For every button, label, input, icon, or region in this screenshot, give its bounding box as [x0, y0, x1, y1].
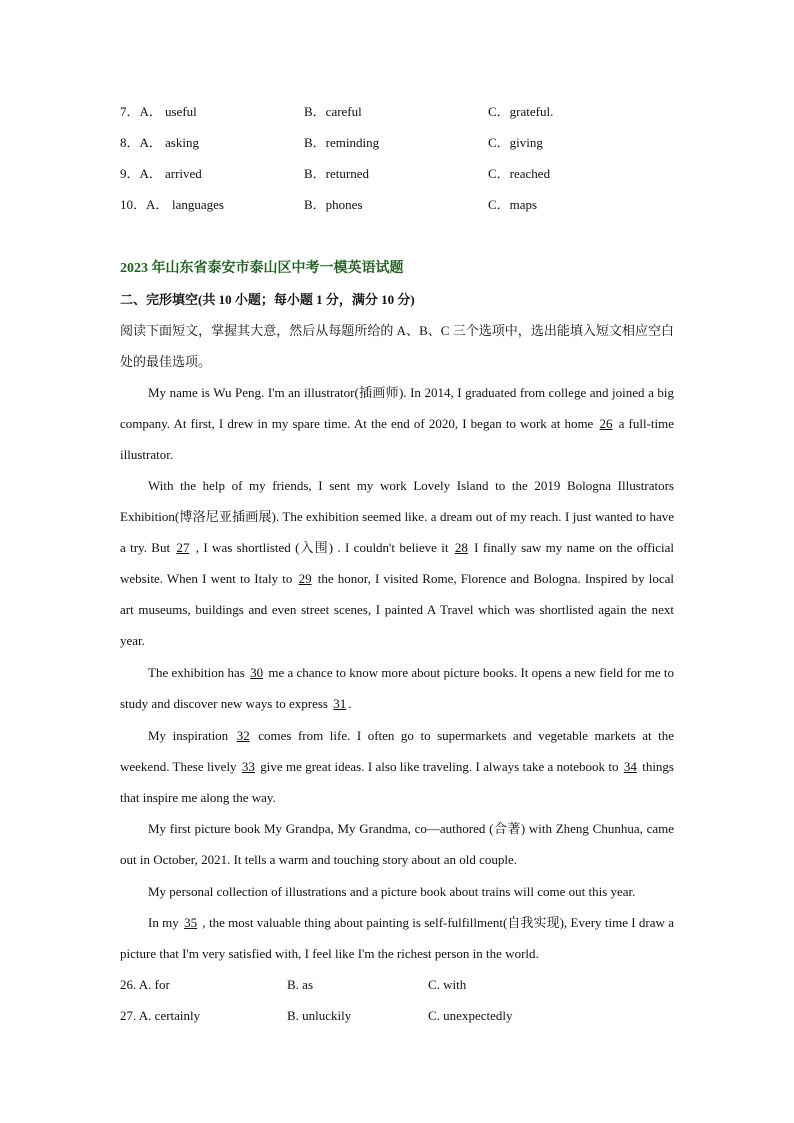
- passage-paragraph-1: [120, 377, 674, 470]
- passage-text: , the most valuable thing about painting is self-fulfillment(自我实现), Every time I draw a picture that I'm very satisfied with, I feel like I'm the richest person in the world.: [120, 915, 674, 961]
- question-number: 9．A．: [120, 166, 162, 181]
- section-title: 二、完形填空(共 10 小题；每小题 1 分，满分 10 分): [120, 292, 415, 307]
- question-row-9: [120, 164, 680, 184]
- option-a: 27. A. certainly: [120, 1008, 201, 1023]
- option-b: B．returned: [304, 166, 369, 181]
- passage-paragraph-3: [120, 657, 674, 719]
- passage-text: comes from life. I often go to supermarkets and vegetable markets at the weekend. These lively: [120, 728, 674, 774]
- question-number: 10．A．: [120, 197, 169, 212]
- question-row-10: [120, 195, 680, 215]
- passage-text: a full-time illustrator.: [120, 416, 674, 462]
- passage-paragraph-6: My personal collection of illustrations and a picture book about trains will come out this year.: [148, 884, 636, 899]
- option-c: C. with: [428, 977, 467, 992]
- option-b: B．phones: [304, 197, 363, 212]
- passage-text: My name is Wu Peng. I'm an illustrator(插画师). In 2014, I graduated from college and joined a big company. At first, I drew in my spare time. At the end of 2020, I began to work at home: [120, 385, 674, 431]
- passage-text: the honor, I visited Rome, Florence and Bologna. Inspired by local art museums, buildings and even street scenes, I painted A Travel which was shortlisted again the next year.: [120, 571, 675, 648]
- passage-text: give me great ideas. I also like traveling. I always take a notebook to: [256, 759, 622, 774]
- instruction-text: 阅读下面短文，掌握其大意，然后从每题所给的 A、B、C 三个选项中，选出能填入短文相应空白处的最佳选项。: [120, 323, 674, 369]
- passage-text: , I was shortlisted (入围) . I couldn't believe it: [191, 540, 453, 555]
- blank-29: 29: [298, 571, 312, 586]
- answer-row-26: [120, 975, 680, 995]
- question-row-7: [120, 102, 680, 122]
- exam-title: 2023 年山东省泰安市泰山区中考一模英语试题: [120, 261, 404, 276]
- blank-33: 33: [241, 759, 255, 774]
- passage-text: With the help of my friends, I sent my work Lovely Island to the 2019 Bologna Illustrators Exhibition(博洛尼亚插画展). The exhibition seemed like. a dream out of my reach. I just wanted to have a try. But: [120, 478, 674, 555]
- passage-paragraph-5: My first picture book My Grandpa, My Grandma, co—authored (合著) with Zheng Chunhua, came out in October, 2021. It tells a warm and touching story about an old couple.: [120, 821, 674, 867]
- option-b: B．careful: [304, 104, 362, 119]
- passage-paragraph-4: [120, 720, 674, 813]
- passage-text: The exhibition has: [148, 665, 249, 680]
- blank-27: 27: [176, 540, 190, 555]
- option-b: B. as: [287, 977, 313, 992]
- answer-row-27: [120, 1006, 680, 1026]
- blank-26: 26: [599, 416, 613, 431]
- blank-35: 35: [184, 915, 198, 930]
- passage-text: things that inspire me along the way.: [120, 759, 674, 805]
- option-b: B．reminding: [304, 135, 380, 150]
- question-number: 7．A．: [120, 104, 162, 119]
- question-number: 8．A．: [120, 135, 162, 150]
- blank-34: 34: [623, 759, 637, 774]
- option-c: C．giving: [488, 135, 543, 150]
- passage-paragraph-7: [120, 907, 674, 969]
- option-a: arrived: [165, 166, 202, 181]
- passage-paragraph-2: [120, 470, 674, 656]
- blank-32: 32: [236, 728, 250, 743]
- passage-text: .: [348, 696, 352, 711]
- blank-28: 28: [454, 540, 468, 555]
- option-c: C．maps: [488, 197, 538, 212]
- option-a: useful: [165, 104, 197, 119]
- option-c: C．reached: [488, 166, 551, 181]
- option-a: 26. A. for: [120, 977, 170, 992]
- passage-text: I finally saw my name on the official website. When I went to Italy to: [120, 540, 674, 586]
- passage-text: In my: [148, 915, 183, 930]
- option-a: asking: [165, 135, 199, 150]
- passage-text: me a chance to know more about picture books. It opens a new field for me to study and discover new ways to express: [120, 665, 674, 711]
- option-c: C. unexpectedly: [428, 1008, 513, 1023]
- option-b: B. unluckily: [287, 1008, 352, 1023]
- passage-text: My inspiration: [148, 728, 235, 743]
- blank-31: 31: [333, 696, 347, 711]
- option-c: C．grateful.: [488, 104, 554, 119]
- option-a: languages: [172, 197, 224, 212]
- question-row-8: [120, 133, 680, 153]
- blank-30: 30: [250, 665, 264, 680]
